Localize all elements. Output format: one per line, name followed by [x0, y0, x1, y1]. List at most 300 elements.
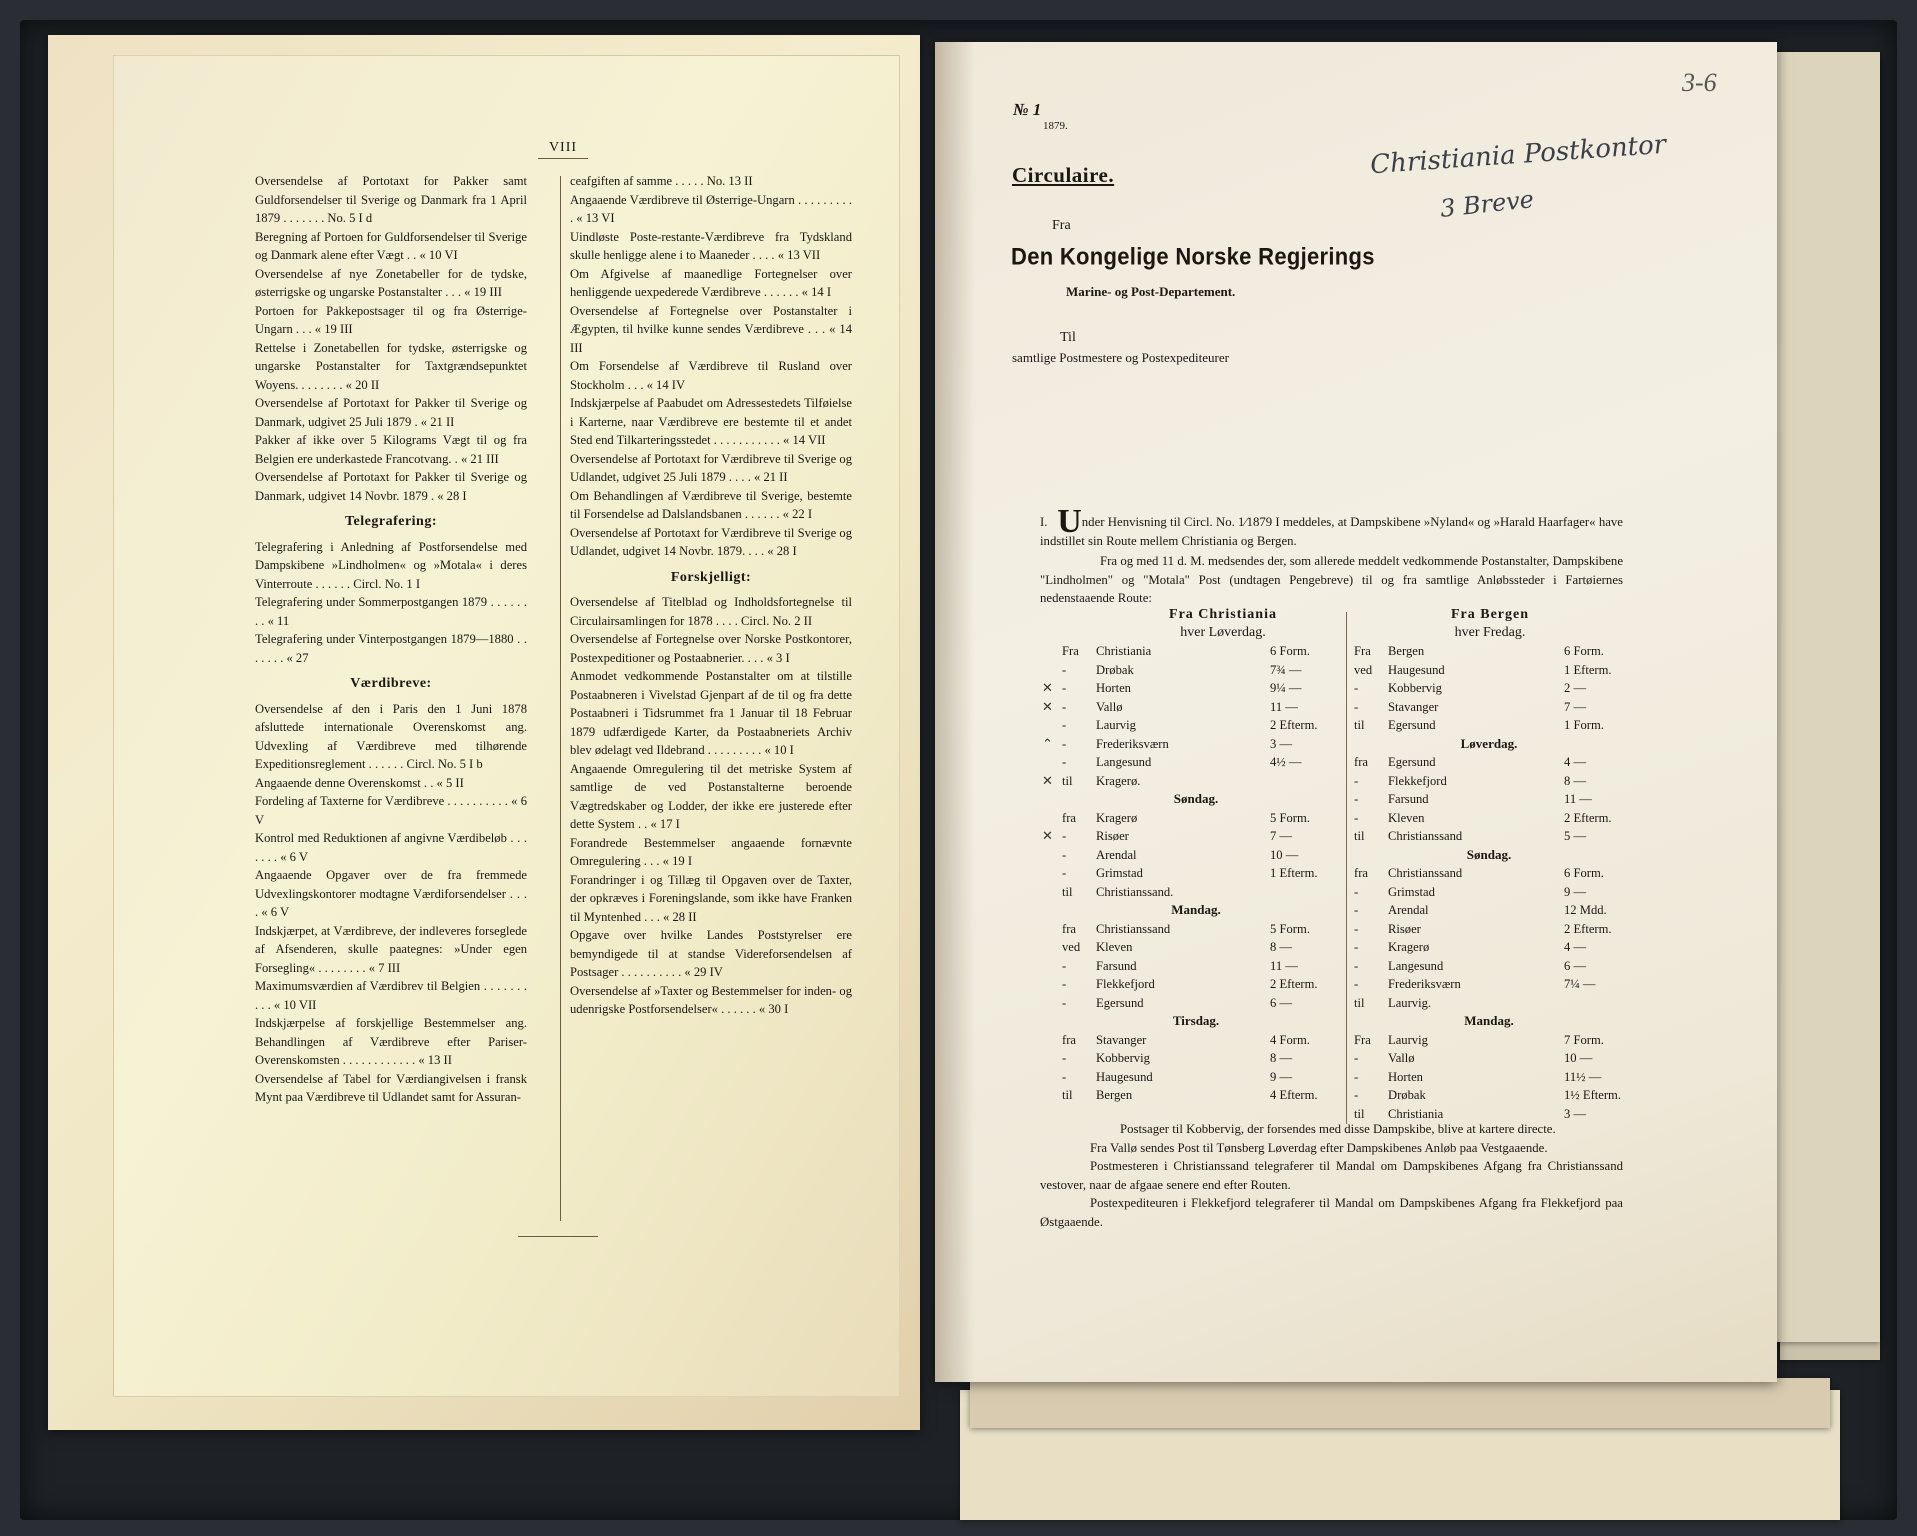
route-stop: [1354, 1031, 1624, 1050]
pencil-mark-icon: ⌃: [1042, 735, 1053, 751]
entry-text: Indskjærpet, at Værdibreve, der indleveres forseglede af Afsenderen, skulle paategnes: »Under egen Forsegling« . . . . . . . . « 7 III: [255, 923, 527, 975]
stop-name: Bergen: [1096, 1088, 1133, 1102]
entry-text: Forandrede Bestemmelser angaaende fornævnte Omregulering . . . « 19 I: [570, 835, 852, 868]
stop-name: Laurvig.: [1388, 995, 1432, 1010]
circular-year: 1879.: [1043, 120, 1068, 132]
route-prefix: -: [1354, 773, 1359, 788]
route-day-heading: Mandag.: [1171, 902, 1221, 917]
index-entry: [255, 630, 527, 667]
note-paragraph: Postsager til Kobbervig, der forsendes med disse Dampskibe, blive at kartere directe.: [1120, 1122, 1556, 1136]
index-entry: [255, 866, 527, 922]
entry-text: Oversendelse af »Taxter og Bestemmelser for inden- og udenrigske Postforsendelser« . . . . . . « 30 I: [570, 983, 852, 1016]
route-stop: [1354, 809, 1624, 828]
route-stop: [1062, 1086, 1330, 1105]
index-entry: [570, 760, 852, 834]
stop-time: 2 —: [1564, 681, 1587, 695]
stop-name: Vallø: [1096, 699, 1123, 714]
route-prefix: Fra: [1354, 1032, 1371, 1047]
entry-text: Oversendelse af Portotaxt for Pakker til Sverige og Danmark, udgivet 25 Juli 1879 . « 21 II: [255, 396, 527, 429]
route-day-heading: Løverdag.: [1460, 735, 1518, 751]
stop-time: 8 —: [1564, 773, 1587, 788]
entry-text: Oversendelse af Titelblad og Indholdsfortegnelse til Circulairsamlingen for 1878 . . . . Circl. No. 2 II: [570, 595, 852, 628]
route-prefix: -: [1354, 810, 1359, 825]
index-entry: [570, 228, 852, 265]
stop-time: 6 Form.: [1270, 644, 1310, 658]
stop-name: Kleven: [1096, 940, 1133, 954]
route-prefix: -: [1354, 1051, 1359, 1065]
route-prefix: -: [1062, 681, 1067, 695]
entry-text: Fordeling af Taxterne for Værdibreve . . . . . . . . . . « 6 V: [255, 794, 527, 827]
route-prefix: -: [1062, 977, 1067, 991]
route-stop: [1062, 938, 1330, 957]
stop-time: 7 —: [1564, 699, 1587, 714]
route-day-heading: Søndag.: [1173, 791, 1219, 806]
stop-time: 3 —: [1564, 1106, 1587, 1121]
route-stop: [1062, 716, 1330, 735]
stop-name: Risøer: [1096, 829, 1129, 843]
stop-time: 9¼ —: [1270, 681, 1302, 695]
stop-name: Kleven: [1388, 810, 1425, 825]
index-entry: [255, 339, 527, 395]
stop-time: 10 —: [1564, 1051, 1593, 1065]
index-entry: [255, 922, 527, 978]
page-stack-bottom: [970, 1378, 1830, 1428]
route-stop: [1354, 975, 1624, 994]
index-entry: [570, 265, 852, 302]
index-entry: [255, 1014, 527, 1070]
index-entry: [255, 265, 527, 302]
stop-time: 1 Form.: [1564, 718, 1604, 732]
entry-text: Anmodet vedkommende Postanstalter om at tilstille Postaabneren i Vivelstad Gjenpart af de til og fra dette Postaabneri i Tidsrummet fra 1 Januar til 18 Februar 1879 udfærdigede Karter, da Postaabneriets Archiv blev ødelagt ved Ildebrand . . . . . . . . . « 10 I: [570, 669, 852, 757]
route-prefix: fra: [1062, 1032, 1076, 1047]
route-prefix: -: [1062, 958, 1067, 973]
route-day-heading: Mandag.: [1464, 1013, 1514, 1028]
entry-text: Oversendelse af Portotaxt for Værdibreve til Sverige og Udlandet, udgivet 14 Novbr. 1879. . . . « 28 I: [570, 525, 852, 558]
department-name: Den Kongelige Norske Regjerings: [1011, 242, 1375, 271]
stop-time: 4 —: [1564, 755, 1587, 769]
stop-name: Kragerø: [1388, 940, 1430, 954]
stop-name: Christiania: [1388, 1106, 1444, 1121]
paragraph-2: [1040, 552, 1623, 608]
stop-time: 5 —: [1564, 829, 1587, 843]
entry-text: Angaaende Værdibreve til Østerrige-Ungarn . . . . . . . . . . « 13 VI: [570, 192, 852, 225]
route-stop: [1062, 1031, 1330, 1050]
route-stop: [1354, 1068, 1624, 1087]
stop-name: Christianssand.: [1096, 884, 1174, 899]
paragraph-text: Fra og med 11 d. M. medsendes der, som allerede meddelt vedkommende Postanstalter, Dampskibene "Lindholmen" og "Motala" Post (undtagen Pengebreve) til og fra samtlige Anløbssteder i Fartøiernes nedenstaaende Route:: [1040, 554, 1623, 605]
entry-text: Telegrafering i Anledning af Postforsendelse med Dampskibene »Lindholmen« og »Motala« i deres Vinterroute . . . . . . Circl. No. 1 I: [255, 539, 527, 591]
route-stop: [1062, 994, 1330, 1013]
route-stop: [1062, 642, 1330, 661]
entry-text: Telegrafering under Vinterpostgangen 1879—1880 . . . . . . . « 27: [255, 632, 527, 665]
handwritten-note: 3 Breve: [1438, 185, 1536, 223]
entry-text: Telegrafering under Sommerpostgangen 1879 . . . . . . . . « 11: [255, 595, 527, 628]
route-prefix: til: [1354, 829, 1365, 843]
stop-time: 11 —: [1270, 699, 1298, 714]
index-entry: [255, 172, 527, 228]
route-prefix: ved: [1354, 662, 1373, 677]
entry-text: Indskjærpelse af forskjellige Bestemmelser ang. Behandlingen af Værdibreve efter Pariser-Overenskomsten . . . . . . . . . . . . « 13 II: [255, 1016, 527, 1067]
stop-name: Langesund: [1388, 958, 1444, 973]
stop-name: Stavanger: [1096, 1032, 1147, 1047]
index-entry: [255, 593, 527, 630]
index-entry: [570, 593, 852, 630]
index-column-2: [570, 172, 852, 1019]
stop-time: 2 Efterm.: [1564, 921, 1612, 936]
stop-time: 5 Form.: [1270, 921, 1310, 936]
section-number: I.: [1040, 515, 1048, 529]
route-stop: [1354, 827, 1624, 846]
stop-name: Arendal: [1388, 903, 1429, 917]
stop-time: 8 —: [1270, 1051, 1293, 1065]
entry-text: Opgave over hvilke Landes Poststyrelser ere bemyndigede til at standse Videreforsendelsen af Postsager . . . . . . . . . . « 29 IV: [570, 928, 852, 979]
route-prefix: Fra: [1354, 644, 1371, 658]
pencil-mark-icon: ✕: [1042, 772, 1053, 788]
index-entry: [570, 982, 852, 1019]
route-stop: [1354, 661, 1624, 680]
note-paragraph: Postmesteren i Christianssand telegraferer til Mandal om Dampskibenes Afgang fra Christianssand vestover, naar de afgaae senere end efter Routen.: [1040, 1159, 1623, 1192]
recipients: samtlige Postmestere og Postexpediteurer: [1012, 350, 1229, 365]
route-head-left: [1118, 606, 1328, 642]
stop-name: Haugesund: [1388, 662, 1445, 677]
gutter-shade: [935, 42, 975, 1382]
stop-time: 4 Efterm.: [1270, 1088, 1318, 1102]
pencil-mark-icon: ✕: [1042, 680, 1053, 695]
stop-name: Bergen: [1388, 644, 1425, 658]
stop-time: 11 —: [1270, 958, 1298, 973]
stop-name: Horten: [1388, 1069, 1423, 1084]
stop-time: 11½ —: [1564, 1069, 1602, 1084]
route-stop: [1354, 901, 1624, 920]
index-entry: [570, 667, 852, 760]
sub-department: Marine- og Post-Departement.: [1066, 284, 1236, 299]
index-entry: [570, 926, 852, 982]
stop-time: 2 Efterm.: [1270, 977, 1318, 991]
route-prefix: -: [1062, 829, 1067, 843]
stop-time: 8 —: [1270, 940, 1293, 954]
entry-text: Om Afgivelse af maanedlige Fortegnelser over henliggende uexpederede Værdibreve . . . . . . « 14 I: [570, 266, 852, 299]
stop-time: 10 —: [1270, 847, 1299, 862]
route-head-right: [1400, 606, 1580, 642]
note-paragraph: Fra Vallø sendes Post til Tønsberg Løverdag efter Dampskibenes Anløb paa Vestgaaende.: [1090, 1140, 1548, 1155]
stop-name: Kobbervig: [1388, 681, 1442, 695]
paragraph-text: nder Henvisning til Circl. No. 1⁄1879 I meddeles, at Dampskibene »Nyland« og »Harald Haarfager« have indstillet sin Route mellem Christiania og Bergen.: [1040, 515, 1623, 548]
stop-time: 6 Form.: [1564, 644, 1604, 658]
index-entry: [255, 700, 527, 774]
stop-time: 9 —: [1270, 1069, 1293, 1084]
route-prefix: fra: [1062, 810, 1076, 825]
index-entry: [570, 834, 852, 871]
route-stop: [1062, 1049, 1330, 1068]
route-prefix: fra: [1354, 866, 1368, 880]
route-stop: [1062, 957, 1330, 976]
route-prefix: -: [1354, 977, 1359, 991]
stop-time: 4½ —: [1270, 755, 1302, 769]
route-table-left: [1042, 642, 1330, 1105]
index-column-1: [255, 172, 527, 1107]
entry-text: Oversendelse af Fortegnelse over Norske Postkontorer, Postexpeditioner og Postaabnerier. . . . « 3 I: [570, 632, 852, 665]
route-prefix: -: [1354, 940, 1359, 954]
route-day: hver Løverdag.: [1180, 625, 1266, 640]
stop-name: Egersund: [1388, 718, 1436, 732]
route-prefix: -: [1062, 755, 1067, 769]
route-prefix: til: [1062, 1088, 1073, 1102]
pencil-mark-icon: ✕: [1042, 698, 1053, 714]
section-heading: Telegrafering:: [344, 514, 437, 529]
stop-time: 9 —: [1564, 884, 1587, 899]
route-prefix: -: [1062, 866, 1067, 880]
entry-text: Om Behandlingen af Værdibreve til Sverige, bestemte til Forsendelse ad Dalslandsbanen . . . . . . « 22 I: [570, 488, 852, 521]
entry-text: ceafgiften af samme . . . . . No. 13 II: [570, 174, 753, 188]
entry-text: Pakker af ikke over 5 Kilograms Vægt til og fra Belgien ere underkastede Francotvang. . « 21 III: [255, 433, 527, 466]
entry-text: Forandringer i og Tillæg til Opgaven over de Taxter, der opkræves i Foreningslande, som ikke have Franken til Myntenhed . . . « 28 II: [570, 872, 852, 924]
stop-name: Langesund: [1096, 755, 1152, 769]
route-prefix: -: [1354, 1069, 1359, 1084]
route-prefix: fra: [1354, 755, 1368, 769]
entry-text: Rettelse i Zonetabellen for tydske, østerrigske og ungarske Postanstalter for Taxtgrændsepunktet Woyens. . . . . . . . « 20 II: [255, 340, 527, 392]
section-heading: Værdibreve:: [350, 676, 432, 691]
route-stop: [1062, 883, 1330, 902]
route-prefix: -: [1354, 1088, 1359, 1102]
index-entry: [255, 431, 527, 468]
route-stop: [1354, 790, 1624, 809]
route-stop: [1042, 772, 1330, 791]
circular-title: Circulaire.: [1012, 163, 1115, 187]
entry-text: Angaaende Omregulering til det metriske System af samtlige de ved Postanstalterne beroende Vægtredskaber og Lodder, der ikke ere justerede efter dette System . . « 17 I: [570, 761, 852, 831]
entry-text: Om Forsendelse af Værdibreve til Rusland over Stockholm . . . « 14 IV: [570, 359, 852, 392]
route-stop: [1042, 679, 1330, 698]
entry-text: Angaaende Opgaver over de fra fremmede Udvexlingskontorer modtagne Værdiforsendelser . . . . « 6 V: [255, 868, 527, 919]
divider: [538, 158, 588, 159]
stop-name: Egersund: [1096, 995, 1144, 1010]
entry-text: Oversendelse af Fortegnelse over Postanstalter i Ægypten, til hvilke kunne sendes Værdibreve . . . « 14 III: [570, 303, 852, 355]
stop-name: Drøbak: [1388, 1088, 1426, 1102]
route-prefix: fra: [1062, 921, 1076, 936]
stop-time: 1 Efterm.: [1270, 866, 1318, 880]
section-heading: Forskjelligt:: [670, 569, 752, 585]
route-stop: [1354, 1049, 1624, 1068]
stop-time: 12 Mdd.: [1564, 903, 1607, 917]
entry-text: Portoen for Pakkepostsager til og fra Østerrige-Ungarn . . . « 19 III: [255, 303, 527, 336]
stop-name: Kobbervig: [1096, 1051, 1150, 1065]
route-prefix: -: [1062, 1069, 1067, 1084]
route-stop: [1354, 679, 1624, 698]
stop-time: 5 Form.: [1270, 810, 1310, 825]
entry-text: Oversendelse af Portotaxt for Pakker til Sverige og Danmark, udgivet 14 Novbr. 1879 . « 28 I: [255, 470, 527, 503]
note-paragraph: Postexpediteuren i Flekkefjord telegraferer til Mandal om Dampskibenes Afgang fra Flekkefjord paa Østgaaende.: [1040, 1196, 1623, 1229]
stop-time: 7 —: [1270, 829, 1293, 843]
route-stop: [1354, 864, 1624, 883]
route-stop: [1354, 883, 1624, 902]
stop-time: 7 Form.: [1564, 1032, 1604, 1047]
route-day: hver Fredag.: [1454, 625, 1526, 640]
route-prefix: -: [1062, 699, 1067, 714]
divider: [518, 1236, 598, 1237]
stop-time: 4 Form.: [1270, 1032, 1310, 1047]
stop-name: Christianssand: [1388, 866, 1463, 880]
route-stop: [1062, 975, 1330, 994]
route-prefix: -: [1354, 958, 1359, 973]
route-day-heading: Søndag.: [1466, 846, 1512, 862]
entry-text: Oversendelse af nye Zonetabeller for de tydske, østerrigske og ungarske Postanstalter . . . « 19 III: [255, 266, 527, 299]
route-stop: [1042, 698, 1330, 717]
index-entry: [255, 792, 527, 829]
index-entry: [570, 630, 852, 667]
route-divider: [1346, 612, 1347, 1124]
stop-time: 6 —: [1270, 995, 1293, 1010]
index-entry: [255, 394, 527, 431]
stop-name: Laurvig: [1096, 718, 1136, 732]
route-prefix: -: [1354, 681, 1359, 695]
index-entry: [570, 487, 852, 524]
route-stop: [1354, 920, 1624, 939]
drop-initial: U: [1057, 503, 1082, 540]
stop-time: 2 Efterm.: [1270, 718, 1318, 732]
route-stop: [1354, 698, 1624, 717]
route-prefix: -: [1062, 1051, 1067, 1065]
index-entry: [570, 191, 852, 228]
route-prefix: Fra: [1062, 644, 1079, 658]
stop-time: 4 —: [1564, 940, 1587, 954]
stop-name: Frederiksværn: [1388, 977, 1461, 991]
pencil-mark-icon: ✕: [1042, 828, 1053, 843]
route-stop: [1354, 957, 1624, 976]
index-entry: [570, 450, 852, 487]
stop-name: Haugesund: [1096, 1069, 1153, 1084]
stop-time: 7¾ —: [1270, 662, 1302, 677]
route-prefix: -: [1354, 792, 1359, 806]
index-entry: [570, 524, 852, 561]
stop-name: Laurvig: [1388, 1032, 1428, 1047]
route-stop: [1062, 661, 1330, 680]
stop-name: Egersund: [1388, 755, 1436, 769]
to-label: Til: [1060, 330, 1076, 345]
route-prefix: til: [1354, 1106, 1365, 1121]
route-prefix: -: [1354, 699, 1359, 714]
stop-name: Horten: [1096, 681, 1131, 695]
route-prefix: ved: [1062, 940, 1081, 954]
index-entry: [570, 871, 852, 927]
index-entry: [570, 172, 852, 191]
stop-name: Grimstad: [1096, 866, 1143, 880]
stop-time: 6 Form.: [1564, 866, 1604, 880]
route-stop: [1354, 772, 1624, 791]
route-stop: [1042, 827, 1330, 846]
stop-name: Arendal: [1096, 847, 1137, 862]
route-origin: Fra Bergen: [1450, 607, 1530, 622]
entry-text: Angaaende denne Overenskomst . . « 5 II: [255, 775, 464, 790]
route-table-right: [1354, 642, 1624, 1123]
route-prefix: -: [1354, 884, 1359, 899]
route-prefix: -: [1062, 847, 1067, 862]
entry-text: Oversendelse af Tabel for Værdiangivelsen i fransk Mynt paa Værdibreve til Udlandet samt for Assuran-: [255, 1071, 527, 1104]
from-label: Fra: [1052, 218, 1071, 233]
stop-name: Risøer: [1388, 921, 1421, 936]
route-prefix: til: [1062, 884, 1073, 899]
index-entry: [255, 977, 527, 1014]
entry-text: Uindløste Poste-restante-Værdibreve fra Tydskland skulle henligge alene i to Maaneder . . . . « 13 VII: [570, 229, 852, 262]
stop-name: Christianssand: [1096, 921, 1171, 936]
route-stop: [1062, 846, 1330, 865]
route-prefix: -: [1062, 736, 1067, 751]
stop-time: 2 Efterm.: [1564, 810, 1612, 825]
route-prefix: til: [1354, 995, 1365, 1010]
stop-name: Kragerø.: [1096, 773, 1141, 788]
route-day-heading: Tirsdag.: [1172, 1013, 1220, 1028]
circular-number: № 1: [1013, 100, 1042, 119]
index-entry: [255, 538, 527, 594]
route-stop: [1354, 1086, 1624, 1105]
stop-name: Farsund: [1096, 958, 1137, 973]
route-prefix: -: [1354, 921, 1359, 936]
route-stop: [1062, 809, 1330, 828]
index-entry: [570, 302, 852, 358]
route-origin: Fra Christiania: [1169, 607, 1277, 622]
index-entry: [255, 829, 527, 866]
route-prefix: til: [1354, 718, 1365, 732]
index-entry: [255, 228, 527, 265]
stop-time: 1½ Efterm.: [1564, 1088, 1622, 1102]
route-prefix: -: [1354, 903, 1359, 917]
route-stop: [1062, 920, 1330, 939]
route-stop: [1354, 716, 1624, 735]
route-stop: [1062, 753, 1330, 772]
stop-time: 1 Efterm.: [1564, 662, 1612, 677]
stop-name: Flekkefjord: [1096, 977, 1155, 991]
stop-name: Stavanger: [1388, 699, 1439, 714]
index-entry: [570, 394, 852, 450]
entry-text: Oversendelse af Portotaxt for Pakker samt Guldforsendelser til Sverige og Danmark fra 1 April 1879 . . . . . . . No. 5 I d: [255, 174, 527, 225]
notes: [1040, 1120, 1623, 1231]
entry-text: Kontrol med Reduktionen af angivne Værdibeløb . . . . . . . « 6 V: [255, 831, 527, 864]
stop-name: Flekkefjord: [1388, 773, 1447, 788]
index-entry: [255, 774, 527, 793]
route-stop: [1354, 642, 1624, 661]
stop-time: 3 —: [1270, 736, 1293, 751]
column-divider: [560, 176, 561, 1221]
route-prefix: til: [1062, 773, 1073, 788]
corner-number: 3-6: [1682, 68, 1717, 97]
route-stop: [1354, 994, 1624, 1013]
page-number: VIII: [548, 140, 578, 155]
index-entry: [255, 302, 527, 339]
stop-name: Christiania: [1096, 644, 1152, 658]
stop-name: Grimstad: [1388, 884, 1435, 899]
route-prefix: -: [1062, 718, 1067, 732]
stop-name: Drøbak: [1096, 662, 1134, 677]
route-stop: [1062, 864, 1330, 883]
stop-time: 7¼ —: [1564, 977, 1596, 991]
index-entry: [255, 468, 527, 505]
entry-text: Oversendelse af den i Paris den 1 Juni 1878 afsluttede internationale Overenskomst ang. Udvexling af Værdibreve med tilhørende Expeditionsreglement . . . . . . Circl. No. 5 I b: [255, 701, 527, 771]
route-stop: [1062, 1068, 1330, 1087]
route-prefix: -: [1062, 995, 1067, 1010]
entry-text: Indskjærpelse af Paabudet om Adressestedets Tilføielse i Karterne, naar Værdibreve ere bestemte til et andet Sted end Tilkarteringsstedet . . . . . . . . . . . « 14 VII: [570, 396, 852, 447]
entry-text: Oversendelse af Portotaxt for Værdibreve til Sverige og Udlandet, udgivet 25 Juli 1879 . . . . « 21 II: [570, 451, 852, 484]
stop-name: Frederiksværn: [1096, 736, 1169, 751]
route-prefix: -: [1062, 662, 1067, 677]
route-stop: [1042, 735, 1330, 754]
route-stop: [1354, 938, 1624, 957]
stop-name: Vallø: [1388, 1051, 1415, 1065]
stop-time: 11 —: [1564, 792, 1592, 806]
stop-name: Kragerø: [1096, 810, 1138, 825]
index-entry: [255, 1070, 527, 1107]
stop-time: 6 —: [1564, 958, 1587, 973]
paragraph-1: [1040, 503, 1623, 551]
stop-name: Farsund: [1388, 792, 1429, 806]
entry-text: Maximumsværdien af Værdibrev til Belgien . . . . . . . . . . « 10 VII: [255, 979, 527, 1012]
